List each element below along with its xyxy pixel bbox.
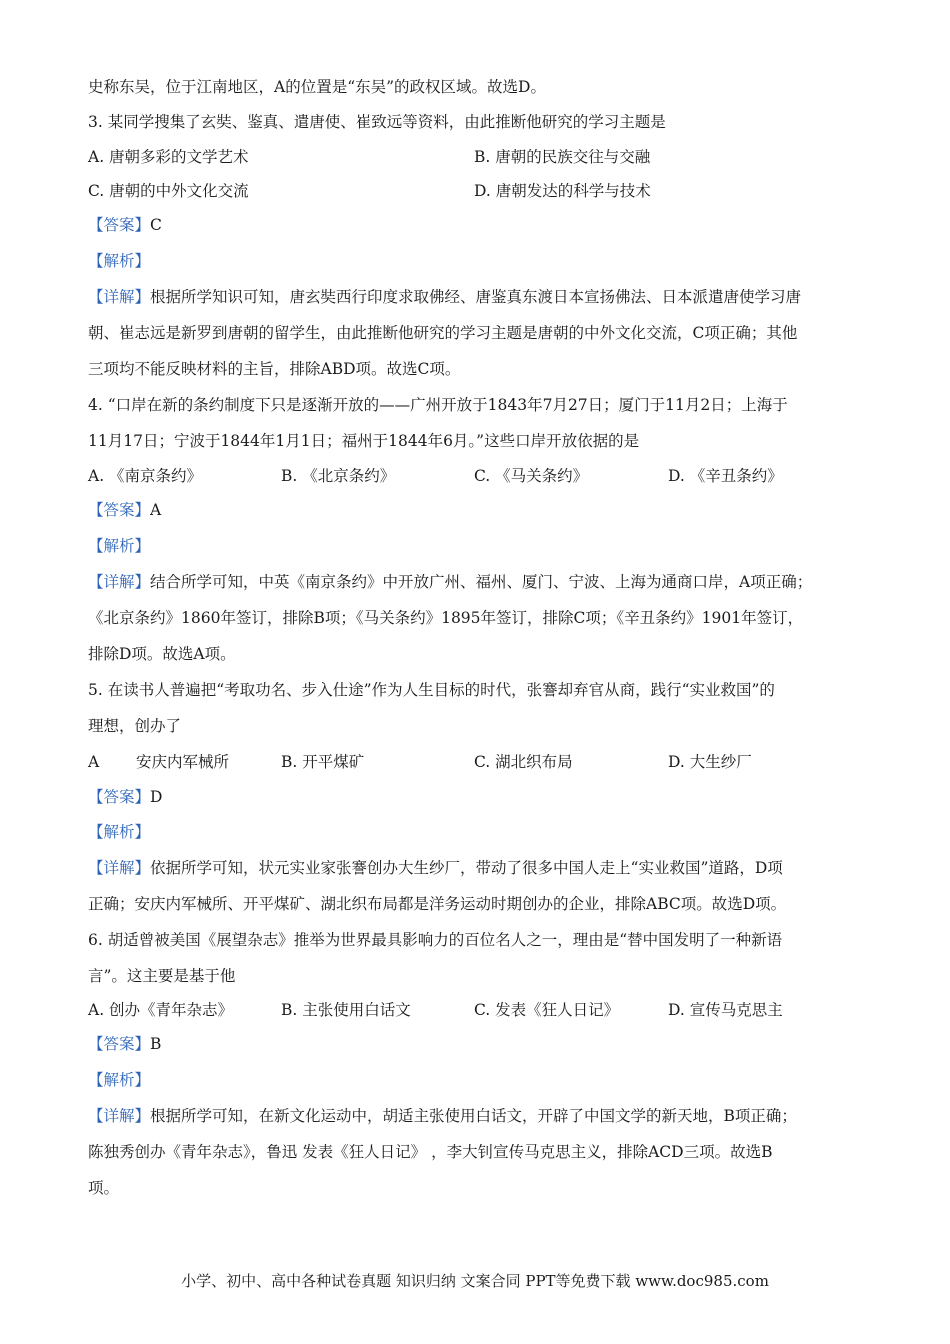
analysis-tag: 【解析】 bbox=[88, 537, 151, 555]
answer-tag: 【答案】 bbox=[88, 501, 151, 519]
detail-tag: 【详解】 bbox=[88, 573, 151, 591]
analysis-tag: 【解析】 bbox=[88, 1071, 151, 1089]
q5-option-a-letter: A bbox=[88, 753, 100, 771]
page-footer: 小学、初中、高中各种试卷真题 知识归纳 文案合同 PPT等免费下载 www.doc985.com bbox=[181, 1272, 769, 1290]
q6-answer bbox=[88, 1033, 161, 1055]
question-3: 3. 某同学搜集了玄奘、鉴真、遣唐使、崔致远等资料，由此推断他研究的学习主题是 bbox=[88, 113, 666, 131]
explanation-text: 依据所学可知，状元实业家张謇创办大生纱厂，带动了很多中国人走上“实业救国”道路，D项 bbox=[150, 859, 783, 877]
q3-option-c: C. 唐朝的中外文化交流 bbox=[88, 182, 249, 200]
q3-explanation-2: 朝、崔志远是新罗到唐朝的留学生，由此推断他研究的学习主题是唐朝的中外文化交流，C项正确；其他 bbox=[88, 324, 798, 342]
q5-option-d: D. 大生纱厂 bbox=[668, 753, 752, 771]
q3-answer bbox=[88, 214, 162, 236]
question-4-line-1: 4. “口岸在新的条约制度下只是逐渐开放的——广州开放于1843年7月27日；厦门于11月2日；上海于 bbox=[88, 396, 788, 414]
q5-option-b: B. 开平煤矿 bbox=[281, 753, 365, 771]
q4-option-a: A. 《南京条约》 bbox=[88, 467, 203, 485]
answer-tag: 【答案】 bbox=[88, 216, 151, 234]
answer-tag: 【答案】 bbox=[88, 788, 151, 806]
question-6-line-1: 6. 胡适曾被美国《展望杂志》推举为世界最具影响力的百位名人之一，理由是“替中国发明了一种新语 bbox=[88, 931, 783, 949]
q3-option-b: B. 唐朝的民族交往与交融 bbox=[474, 148, 651, 166]
q5-option-c: C. 湖北织布局 bbox=[474, 753, 573, 771]
q3-analysis-tag bbox=[88, 250, 150, 272]
answer-value: C bbox=[150, 216, 162, 234]
q6-option-a: A. 创办《青年杂志》 bbox=[88, 1001, 234, 1019]
detail-tag: 【详解】 bbox=[88, 1107, 151, 1125]
q4-option-b: B. 《北京条约》 bbox=[281, 467, 396, 485]
question-4-line-2: 11月17日；宁波于1844年1月1日；福州于1844年6月。”这些口岸开放依据的是 bbox=[88, 432, 640, 450]
q3-option-a: A. 唐朝多彩的文学艺术 bbox=[88, 148, 249, 166]
q3-option-d: D. 唐朝发达的科学与技术 bbox=[474, 182, 651, 200]
explanation-text: 根据所学知识可知，唐玄奘西行印度求取佛经、唐鉴真东渡日本宣扬佛法、日本派遣唐使学习唐 bbox=[150, 288, 802, 306]
explanation-text: 结合所学可知，中英《南京条约》中开放广州、福州、厦门、宁波、上海为通商口岸，A项正确； bbox=[150, 573, 813, 591]
q6-analysis-tag bbox=[88, 1069, 150, 1091]
detail-tag: 【详解】 bbox=[88, 859, 151, 877]
q5-option-a: 安庆内军械所 bbox=[136, 753, 230, 771]
q5-explanation-2: 正确；安庆内军械所、开平煤矿、湖北织布局都是洋务运动时期创办的企业，排除ABC项。故选D项。 bbox=[88, 895, 787, 913]
analysis-tag: 【解析】 bbox=[88, 252, 151, 270]
answer-value: B bbox=[150, 1035, 162, 1053]
q4-explanation-1 bbox=[88, 571, 812, 593]
text-line: 史称东吴，位于江南地区，A的位置是“东吴”的政权区域。故选D。 bbox=[88, 78, 546, 96]
question-6-line-2: 言”。这主要是基于他 bbox=[88, 967, 236, 985]
analysis-tag: 【解析】 bbox=[88, 823, 151, 841]
question-5-line-1: 5. 在读书人普遍把“考取功名、步入仕途”作为人生目标的时代，张謇却弃官从商，践行“实业救国”的 bbox=[88, 681, 775, 699]
answer-value: D bbox=[150, 788, 163, 806]
q6-option-d: D. 宣传马克思主 bbox=[668, 1001, 783, 1019]
q4-explanation-2: 《北京条约》1860年签订，排除B项；《马关条约》1895年签订，排除C项；《辛丑条约》1901年签订， bbox=[88, 609, 804, 627]
q4-answer bbox=[88, 499, 161, 521]
q6-explanation-3: 项。 bbox=[88, 1179, 120, 1197]
q3-explanation-1 bbox=[88, 286, 801, 308]
q4-explanation-3: 排除D项。故选A项。 bbox=[88, 645, 236, 663]
answer-value: A bbox=[150, 501, 162, 519]
q6-explanation-2: 陈独秀创办《青年杂志》，鲁迅 发表《狂人日记》 ，李大钊宣传马克思主义，排除ACD三项。故选B bbox=[88, 1143, 773, 1161]
q6-option-b: B. 主张使用白话文 bbox=[281, 1001, 411, 1019]
q5-answer bbox=[88, 786, 162, 808]
q3-explanation-3: 三项均不能反映材料的主旨，排除ABD项。故选C项。 bbox=[88, 360, 461, 378]
q5-explanation-1 bbox=[88, 857, 783, 879]
explanation-text: 根据所学可知，在新文化运动中，胡适主张使用白话文，开辟了中国文学的新天地，B项正确； bbox=[150, 1107, 797, 1125]
q5-analysis-tag bbox=[88, 821, 150, 843]
q4-analysis-tag bbox=[88, 535, 150, 557]
q6-explanation-1 bbox=[88, 1105, 797, 1127]
question-5-line-2: 理想，创办了 bbox=[88, 717, 182, 735]
q6-option-c: C. 发表《狂人日记》 bbox=[474, 1001, 620, 1019]
detail-tag: 【详解】 bbox=[88, 288, 151, 306]
q4-option-d: D. 《辛丑条约》 bbox=[668, 467, 783, 485]
answer-tag: 【答案】 bbox=[88, 1035, 151, 1053]
q4-option-c: C. 《马关条约》 bbox=[474, 467, 589, 485]
